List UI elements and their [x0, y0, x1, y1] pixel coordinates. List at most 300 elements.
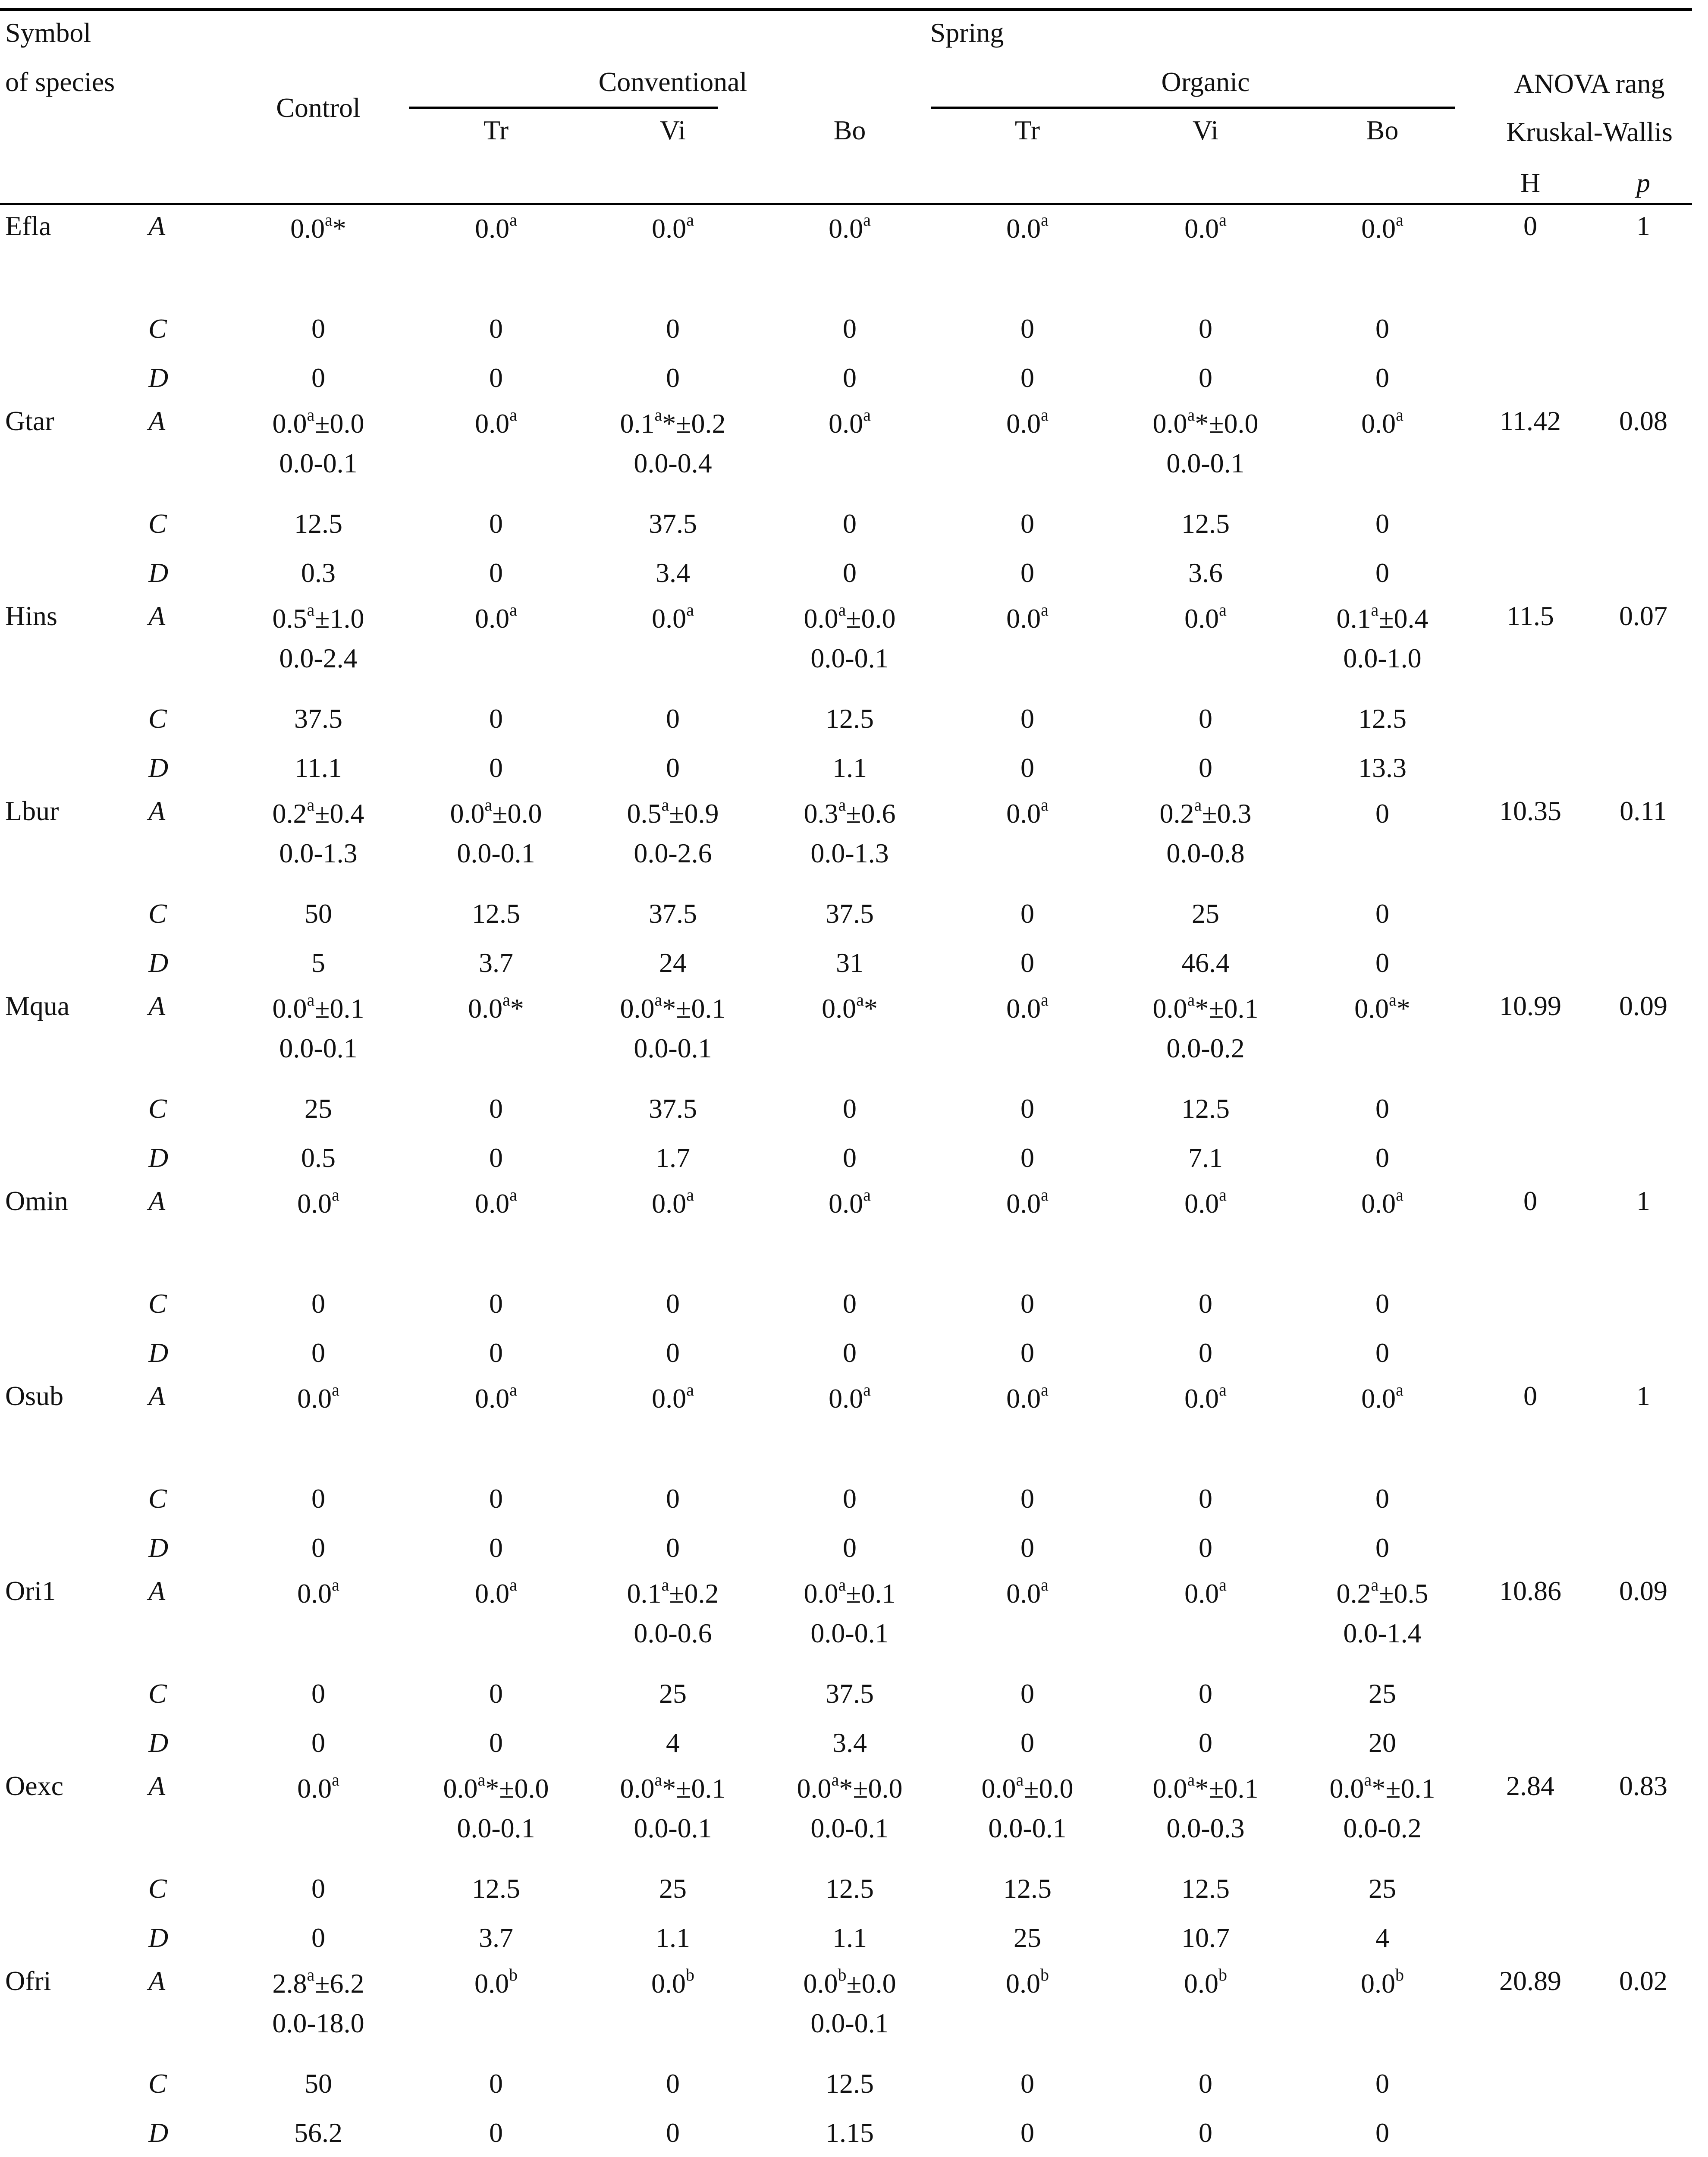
abundance-cell — [1184, 1380, 1227, 1414]
asterisk-mark: * — [662, 408, 676, 439]
mean-value: 0.0 — [1354, 993, 1389, 1024]
significance-letter: a — [307, 1965, 315, 1984]
significance-letter: b — [509, 1965, 518, 1984]
dominance-cell: 0 — [1199, 1337, 1212, 1368]
mean-value: 0.0 — [1361, 213, 1396, 244]
significance-letter: a — [1041, 210, 1049, 230]
constancy-cell: 12.5 — [1181, 1873, 1230, 1904]
constancy-cell: 0 — [1375, 313, 1389, 344]
significance-letter: a — [1016, 1770, 1024, 1789]
mean-value: 0.0 — [475, 408, 510, 439]
mean-value: 0 — [1375, 798, 1389, 829]
abundance-cell — [652, 600, 694, 634]
abundance-cell — [272, 600, 364, 634]
mean-value: 2.8 — [272, 1968, 307, 1999]
sd-value: ±0.1 — [1209, 1773, 1259, 1804]
dominance-cell: 25 — [1014, 1922, 1041, 1953]
dominance-cell: 0 — [311, 1337, 325, 1368]
mean-value: 0.0 — [290, 213, 325, 244]
constancy-cell: 0 — [489, 1093, 503, 1124]
mean-value: 0.0 — [652, 1188, 687, 1219]
dominance-cell: 0 — [1020, 1532, 1034, 1563]
abundance-cell — [1354, 990, 1410, 1024]
mean-value: 0.0 — [1361, 1383, 1396, 1414]
h-value: 11.42 — [1500, 406, 1561, 436]
constancy-cell: 0 — [1020, 1678, 1034, 1709]
dominance-cell: 0 — [311, 1922, 325, 1953]
mean-value: 0.0 — [803, 1968, 838, 1999]
range-value: 0.0-0.1 — [810, 2008, 889, 2038]
constancy-cell: 0 — [666, 703, 680, 734]
constancy-cell: 0 — [1199, 1483, 1212, 1514]
metric-label-d: D — [148, 1727, 169, 1758]
header-subcol-tr: Tr — [483, 115, 509, 145]
asterisk-mark: * — [662, 993, 676, 1024]
asterisk-mark: * — [1396, 993, 1410, 1024]
abundance-cell — [1006, 1965, 1049, 1999]
constancy-cell: 0 — [666, 1483, 680, 1514]
significance-letter: a — [332, 1770, 339, 1789]
dominance-cell: 24 — [659, 947, 687, 978]
constancy-cell: 25 — [305, 1093, 332, 1124]
abundance-cell — [1336, 1575, 1429, 1609]
constancy-cell: 0 — [1199, 1288, 1212, 1319]
abundance-cell — [475, 600, 517, 634]
constancy-cell: 0 — [843, 1483, 857, 1514]
species-symbol: Omin — [5, 1185, 68, 1216]
metric-label-d: D — [148, 2117, 169, 2148]
significance-letter: a — [661, 1575, 669, 1594]
dominance-cell: 0 — [1199, 752, 1212, 783]
abundance-cell — [1361, 1380, 1403, 1414]
mean-value: 0.0 — [1184, 213, 1219, 244]
constancy-cell: 37.5 — [649, 1093, 697, 1124]
dominance-cell: 0 — [1020, 1727, 1034, 1758]
abundance-cell — [468, 990, 524, 1024]
metric-label-a: A — [148, 1770, 166, 1801]
abundance-cell — [1006, 1185, 1049, 1219]
metric-label-a: A — [148, 1380, 166, 1411]
h-value: 0 — [1523, 1185, 1537, 1216]
dominance-cell: 0 — [1375, 2117, 1389, 2148]
abundance-cell — [804, 795, 896, 829]
header-organic: Organic — [1161, 66, 1250, 97]
abundance-cell — [450, 795, 542, 829]
constancy-cell: 37.5 — [649, 508, 697, 539]
constancy-cell: 0 — [311, 1678, 325, 1709]
dominance-cell: 0 — [666, 1337, 680, 1368]
constancy-cell: 0 — [311, 1483, 325, 1514]
significance-letter: a — [509, 1575, 517, 1594]
mean-value: 0.0 — [475, 1188, 510, 1219]
sd-value: ±0.2 — [669, 1578, 719, 1609]
dominance-cell: 0 — [489, 557, 503, 588]
constancy-cell: 50 — [305, 898, 332, 929]
abundance-cell — [474, 1965, 518, 1999]
significance-letter: a — [1371, 600, 1379, 619]
dominance-cell: 1.1 — [832, 1922, 867, 1953]
abundance-cell — [804, 600, 896, 634]
metric-label-d: D — [148, 1532, 169, 1563]
asterisk-mark: * — [485, 1773, 499, 1804]
abundance-cell — [1159, 795, 1252, 829]
constancy-cell: 37.5 — [826, 1678, 874, 1709]
dominance-cell: 3.6 — [1188, 557, 1223, 588]
mean-value: 0.0 — [652, 1383, 687, 1414]
metric-label-a: A — [148, 601, 166, 631]
constancy-cell: 0 — [1199, 703, 1212, 734]
abundance-cell — [1006, 990, 1049, 1024]
significance-letter: a — [1041, 600, 1049, 619]
constancy-cell: 12.5 — [472, 1873, 520, 1904]
mean-value: 0.0 — [1006, 1968, 1040, 1999]
significance-letter: a — [1041, 1575, 1049, 1594]
mean-value: 0.0 — [1006, 798, 1041, 829]
metric-label-d: D — [148, 1337, 169, 1368]
significance-letter: a — [1396, 1380, 1403, 1399]
mean-value: 0.0 — [297, 1188, 332, 1219]
header-subcol-tr: Tr — [1014, 115, 1040, 145]
header-kruskal-wallis: Kruskal-Wallis — [1506, 116, 1673, 147]
significance-letter: a — [332, 1380, 339, 1399]
abundance-cell — [829, 210, 871, 244]
significance-letter: a — [509, 1380, 517, 1399]
sd-value: ±0.1 — [846, 1578, 896, 1609]
dominance-cell: 0 — [843, 557, 857, 588]
metric-label-d: D — [148, 752, 169, 783]
abundance-cell — [1152, 990, 1259, 1024]
asterisk-mark: * — [1372, 1773, 1386, 1804]
mean-value: 0.0 — [272, 993, 307, 1024]
sd-value: ±0.4 — [314, 798, 364, 829]
significance-letter: a — [838, 795, 846, 814]
header-p: p — [1636, 167, 1650, 198]
constancy-cell: 0 — [666, 313, 680, 344]
species-symbol: Hins — [5, 601, 57, 631]
abundance-cell — [475, 1575, 517, 1609]
constancy-cell: 12.5 — [826, 2068, 874, 2099]
constancy-cell: 0 — [489, 2068, 503, 2099]
abundance-cell — [1184, 1965, 1227, 1999]
dominance-cell: 0 — [489, 362, 503, 393]
mean-value: 0.0 — [475, 213, 510, 244]
abundance-cell — [1006, 210, 1049, 244]
asterisk-mark: * — [1195, 408, 1209, 439]
significance-letter: a — [1041, 1380, 1049, 1399]
constancy-cell: 0 — [489, 1288, 503, 1319]
mean-value: 0.0 — [1184, 1383, 1219, 1414]
metric-label-a: A — [148, 1185, 166, 1216]
significance-letter: a — [1396, 210, 1403, 230]
dominance-cell: 0 — [311, 362, 325, 393]
abundance-cell — [1184, 600, 1227, 634]
significance-letter: a — [1364, 1770, 1372, 1789]
significance-letter: a — [1396, 405, 1403, 424]
mean-value: 0.0 — [475, 1383, 510, 1414]
constancy-cell: 0 — [843, 1093, 857, 1124]
significance-letter: a — [509, 1185, 517, 1204]
constancy-cell: 12.5 — [472, 898, 520, 929]
abundance-cell — [803, 1965, 896, 1999]
constancy-cell: 25 — [1192, 898, 1219, 929]
mean-value: 0.0 — [822, 993, 857, 1024]
header-symbol-line2: of species — [5, 66, 115, 97]
significance-letter: a — [1041, 1185, 1049, 1204]
mean-value: 0.0 — [297, 1383, 332, 1414]
species-symbol: Lbur — [5, 796, 59, 826]
h-value: 0 — [1523, 211, 1537, 241]
range-value: 0.0-1.3 — [810, 838, 889, 868]
significance-letter: a — [654, 990, 662, 1009]
asterisk-mark: * — [510, 993, 524, 1024]
sd-value: ±0.0 — [846, 603, 896, 634]
dominance-cell: 0 — [1020, 1337, 1034, 1368]
abundance-cell — [475, 1380, 517, 1414]
sd-value: ±0.1 — [314, 993, 364, 1024]
constancy-cell: 0 — [1020, 508, 1034, 539]
significance-letter: a — [863, 210, 871, 230]
asterisk-mark: * — [863, 993, 878, 1024]
range-value: 0.0-0.1 — [634, 1813, 712, 1843]
significance-letter: a — [1041, 990, 1049, 1009]
dominance-cell: 1.1 — [656, 1922, 690, 1953]
mean-value: 0.0 — [272, 408, 307, 439]
header-season: Spring — [930, 17, 1004, 48]
abundance-cell — [620, 1770, 726, 1804]
mean-value: 0.0 — [1006, 1578, 1041, 1609]
mean-value: 0.0 — [1006, 603, 1041, 634]
dominance-cell: 0 — [1375, 1337, 1389, 1368]
constancy-cell: 0 — [489, 313, 503, 344]
constancy-cell: 0 — [1199, 2068, 1212, 2099]
header-rule — [0, 203, 1692, 205]
abundance-cell — [475, 405, 517, 439]
constancy-cell: 25 — [1369, 1873, 1396, 1904]
species-symbol: Efla — [5, 211, 51, 241]
significance-letter: a — [332, 1185, 339, 1204]
mean-value: 0.1 — [627, 1578, 662, 1609]
dominance-cell: 4 — [666, 1727, 680, 1758]
abundance-cell — [620, 990, 726, 1024]
significance-letter: a — [332, 1575, 339, 1594]
abundance-cell — [627, 795, 719, 829]
dominance-cell: 0 — [666, 1532, 680, 1563]
dominance-cell: 56.2 — [294, 2117, 342, 2148]
constancy-cell: 25 — [659, 1873, 687, 1904]
abundance-cell — [1184, 1185, 1227, 1219]
abundance-cell — [829, 1380, 871, 1414]
constancy-cell: 0 — [1199, 313, 1212, 344]
mean-value: 0.0 — [1006, 213, 1041, 244]
asterisk-mark: * — [839, 1773, 853, 1804]
significance-letter: a — [477, 1770, 486, 1789]
constancy-cell: 0 — [1375, 1093, 1389, 1124]
sd-value: ±0.0 — [853, 1773, 903, 1804]
metric-label-d: D — [148, 947, 169, 978]
mean-value: 0.1 — [1336, 603, 1371, 634]
sd-value: ±0.3 — [1202, 798, 1252, 829]
significance-letter: a — [1187, 405, 1195, 424]
mean-value: 0.0 — [468, 993, 503, 1024]
mean-value: 0.0 — [1361, 408, 1396, 439]
dominance-cell: 3.7 — [479, 1922, 513, 1953]
mean-value: 0.0 — [1361, 1968, 1395, 1999]
p-value: 0.08 — [1619, 406, 1667, 436]
mean-value: 0.0 — [1006, 993, 1041, 1024]
abundance-cell — [829, 405, 871, 439]
mean-value: 0.0 — [651, 1968, 686, 1999]
range-value: 0.0-1.4 — [1343, 1618, 1422, 1648]
h-value: 0 — [1523, 1380, 1537, 1411]
abundance-cell — [822, 990, 878, 1024]
significance-letter: a — [856, 990, 864, 1009]
constancy-cell: 0 — [1020, 1288, 1034, 1319]
constancy-cell: 0 — [489, 508, 503, 539]
mean-value: 0.0 — [1184, 603, 1219, 634]
constancy-cell: 12.5 — [1358, 703, 1407, 734]
constancy-cell: 0 — [843, 508, 857, 539]
significance-letter: a — [863, 1380, 871, 1399]
header-control: Control — [276, 92, 361, 123]
abundance-cell — [1006, 600, 1049, 634]
abundance-cell — [651, 1965, 694, 1999]
significance-letter: a — [307, 795, 315, 814]
dominance-cell: 0 — [489, 752, 503, 783]
range-value: 0.0-0.2 — [1343, 1813, 1422, 1843]
range-value: 0.0-18.0 — [272, 2008, 364, 2038]
h-value: 2.84 — [1506, 1770, 1554, 1801]
significance-letter: a — [838, 600, 846, 619]
significance-letter: a — [863, 405, 871, 424]
abundance-cell — [620, 405, 726, 439]
metric-label-a: A — [148, 796, 166, 826]
mean-value: 0.3 — [804, 798, 838, 829]
p-value: 1 — [1636, 1380, 1650, 1411]
range-value: 0.0-0.8 — [1166, 838, 1245, 868]
range-value: 0.0-0.1 — [810, 1618, 889, 1648]
abundance-cell — [1361, 1965, 1404, 1999]
constancy-cell: 0 — [843, 1288, 857, 1319]
significance-letter: a — [509, 210, 517, 230]
mean-value: 0.5 — [272, 603, 307, 634]
dominance-cell: 0 — [311, 1532, 325, 1563]
dominance-cell: 31 — [836, 947, 863, 978]
constancy-cell: 0 — [1199, 1678, 1212, 1709]
dominance-cell: 0 — [1375, 947, 1389, 978]
species-symbol: Osub — [5, 1380, 64, 1411]
dominance-cell: 0 — [1020, 752, 1034, 783]
abundance-cell — [297, 1380, 339, 1414]
conventional-underline — [409, 107, 718, 109]
h-value: 10.86 — [1499, 1575, 1561, 1606]
species-symbol: Gtar — [5, 406, 54, 436]
mean-value: 0.0 — [475, 1578, 510, 1609]
mean-value: 0.0 — [797, 1773, 832, 1804]
dominance-cell: 0 — [1020, 947, 1034, 978]
header-subcol-vi: Vi — [659, 115, 686, 145]
mean-value: 0.0 — [620, 993, 655, 1024]
sd-value: ±1.0 — [314, 603, 364, 634]
range-value: 0.0-0.1 — [457, 838, 535, 868]
abundance-cell — [829, 1185, 871, 1219]
mean-value: 0.0 — [475, 603, 510, 634]
species-symbol: Oexc — [5, 1770, 64, 1801]
abundance-cell — [1361, 405, 1403, 439]
metric-label-c: C — [148, 1483, 167, 1514]
range-value: 0.0-2.4 — [279, 643, 358, 673]
dominance-cell: 5 — [311, 947, 325, 978]
significance-letter: a — [1041, 795, 1049, 814]
p-value: 0.07 — [1619, 601, 1667, 631]
mean-value: 0.0 — [1184, 1188, 1219, 1219]
abundance-cell — [1006, 1380, 1049, 1414]
dominance-cell: 13.3 — [1358, 752, 1407, 783]
significance-letter: a — [325, 210, 333, 230]
significance-letter: a — [307, 600, 315, 619]
abundance-cell — [297, 1185, 339, 1219]
sd-value: ±0.5 — [1378, 1578, 1429, 1609]
significance-letter: a — [1187, 990, 1195, 1009]
abundance-cell — [297, 1770, 339, 1804]
mean-value: 0.2 — [1336, 1578, 1371, 1609]
mean-value: 0.0 — [1006, 1188, 1041, 1219]
abundance-cell — [297, 1575, 339, 1609]
mean-value: 0.0 — [829, 1383, 863, 1414]
mean-value: 0.0 — [829, 408, 863, 439]
mean-value: 0.0 — [804, 1578, 838, 1609]
abundance-cell — [1329, 1770, 1435, 1804]
range-value: 0.0-0.1 — [810, 643, 889, 673]
dominance-cell: 10.7 — [1181, 1922, 1230, 1953]
mean-value: 0.0 — [450, 798, 485, 829]
metric-label-a: A — [148, 1575, 166, 1606]
constancy-cell: 25 — [659, 1678, 687, 1709]
significance-letter: a — [484, 795, 493, 814]
constancy-cell: 0 — [1020, 2068, 1034, 2099]
dominance-cell: 0 — [1375, 557, 1389, 588]
range-value: 0.0-2.6 — [634, 838, 712, 868]
significance-letter: a — [686, 600, 694, 619]
significance-letter: a — [1219, 210, 1227, 230]
significance-letter: a — [838, 1575, 846, 1594]
significance-letter: a — [1041, 405, 1049, 424]
dominance-cell: 46.4 — [1181, 947, 1230, 978]
dominance-cell: 7.1 — [1188, 1142, 1223, 1173]
range-value: 0.0-0.1 — [457, 1813, 535, 1843]
abundance-cell — [272, 1965, 364, 1999]
significance-letter: a — [1187, 1770, 1195, 1789]
dominance-cell: 0 — [1375, 1532, 1389, 1563]
mean-value: 0.1 — [620, 408, 655, 439]
constancy-cell: 0 — [1375, 508, 1389, 539]
metric-label-a: A — [148, 1965, 166, 1996]
mean-value: 0.0 — [1006, 1383, 1041, 1414]
dominance-cell: 0 — [1199, 2117, 1212, 2148]
significance-letter: a — [502, 990, 510, 1009]
constancy-cell: 37.5 — [649, 898, 697, 929]
mean-value: 0.0 — [652, 603, 687, 634]
constancy-cell: 12.5 — [826, 703, 874, 734]
mean-value: 0.0 — [620, 1773, 655, 1804]
mean-value: 0.0 — [1152, 993, 1187, 1024]
metric-label-c: C — [148, 1873, 167, 1904]
constancy-cell: 0 — [311, 313, 325, 344]
header-symbol-line1: Symbol — [5, 17, 91, 48]
mean-value: 0.0 — [297, 1773, 332, 1804]
significance-letter: a — [1194, 795, 1202, 814]
abundance-cell — [1152, 405, 1259, 439]
abundance-cell — [627, 1575, 719, 1609]
